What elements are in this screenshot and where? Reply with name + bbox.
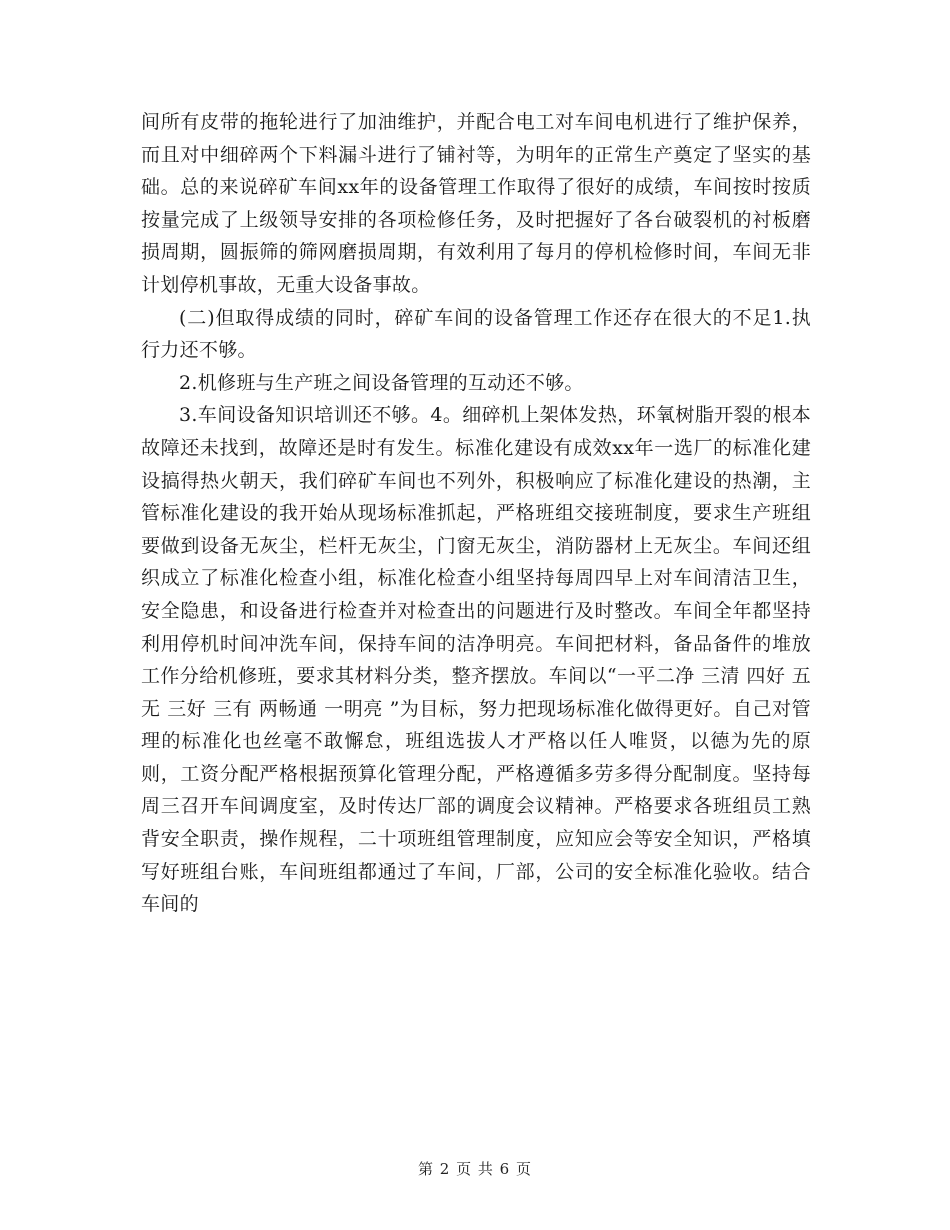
- paragraph-2: (二)但取得成绩的同时，碎矿车间的设备管理工作还存在很大的不足1.执行力还不够。: [141, 306, 811, 362]
- paragraph-4: 3.车间设备知识培训还不够。4。细碎机上架体发热，环氧树脂开裂的根本故障还未找到，故障还是时有发生。标准化建设有成效xx年一选厂的标准化建设搞得热火朝天，我们碎矿车间也不列外，积极响应了标准化建设的热潮，主管标准化建设的我开始从现场标准抓起，严格班组交接班制度，要求生产班组要做到设备无灰尘，栏杆无灰尘，门窗无灰尘，消防器材上无灰尘。车间还组织成立了标准化检查小组，标准化检查小组坚持每周四早上对车间清洁卫生，安全隐患，和设备进行检查并对检查出的问题进行及时整改。车间全年都坚持利用停机时间冲洗车间，保持车间的洁净明亮。车间把材料，备品备件的堆放工作分给机修班，要求其材料分类，整齐摆放。车间以“一平二净 三清 四好 五无 三好 三有 两畅通 一明亮 ”为目标，努力把现场标准化做得更好。自己对管理的标准化也丝毫不敢懈怠，班组选拔人才严格以任人唯贤，以德为先的原则，工资分配严格根据预算化管理分配，严格遵循多劳多得分配制度。坚持每周三召开车间调度室，及时传达厂部的调度会议精神。严格要求各班组员工熟背安全职责，操作规程，二十项班组管理制度，应知应会等安全知识，严格填写好班组台账，车间班组都通过了车间，厂部，公司的安全标准化验收。结合车间的: [141, 404, 811, 916]
- document-body: [141, 106, 811, 921]
- paragraph-1: 间所有皮带的拖轮进行了加油维护，并配合电工对车间电机进行了维护保养，而且对中细碎两个下料漏斗进行了铺衬等，为明年的正常生产奠定了坚实的基础。总的来说碎矿车间xx年的设备管理工作取得了很好的成绩，车间按时按质按量完成了上级领导安排的各项检修任务，及时把握好了各台破裂机的衬板磨损周期，圆振筛的筛网磨损周期，有效利用了每月的停机检修时间，车间无非计划停机事故，无重大设备事故。: [141, 111, 811, 296]
- paragraph-3: 2.机修班与生产班之间设备管理的互动还不够。: [179, 371, 584, 394]
- page-number-footer: 第 2 页 共 6 页: [418, 1160, 532, 1178]
